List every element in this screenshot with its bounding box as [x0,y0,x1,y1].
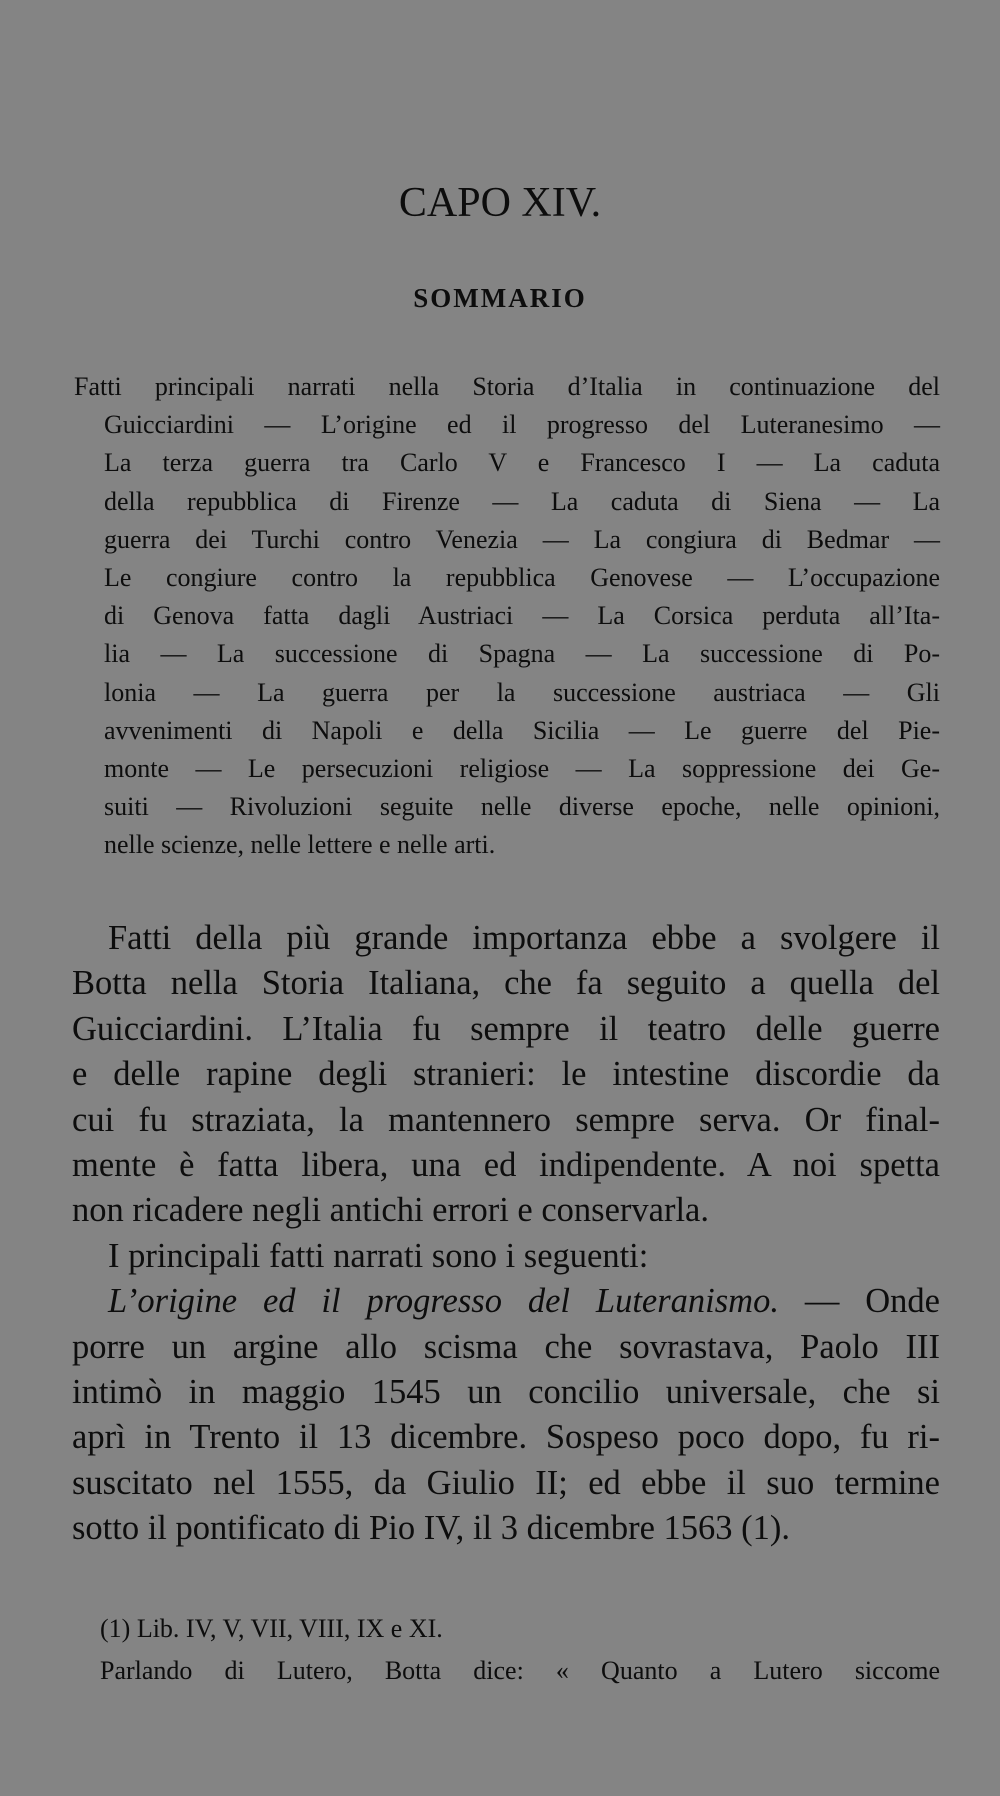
body-line: aprì in Trento il 13 dicembre. Sospeso poco dopo, fu ri- [72,1418,940,1457]
body-line: sotto il pontificato di Pio IV, il 3 dicembre 1563 (1). [72,1509,791,1548]
body-line: cui fu straziata, la mantennero sempre serva. Or final- [72,1100,940,1139]
summary-line: La terza guerra tra Carlo V e Francesco I — La caduta [104,448,940,478]
summary-line: lia — La successione di Spagna — La successione di Po- [104,639,940,669]
summary-line: monte — Le persecuzioni religiose — La soppressione dei Ge- [104,754,940,784]
body-line: non ricadere negli antichi errori e conservarla. [72,1191,709,1230]
summary-paragraph [74,368,940,865]
summary-line: Le congiure contro la repubblica Genovese — L’occupazione [104,563,940,593]
body-line: mente è fatta libera, una ed indipendente. A noi spetta [72,1146,940,1185]
section-heading-tail: — Onde [778,1282,940,1321]
summary-line: della repubblica di Firenze — La caduta di Siena — La [104,486,940,516]
summary-line: di Genova fatta dagli Austriaci — La Corsica perduta all’Ita- [104,601,940,631]
body-line: Guicciardini. L’Italia fu sempre il teatro delle guerre [72,1009,940,1048]
summary-heading: SOMMARIO [413,283,587,313]
summary-line: avvenimenti di Napoli e della Sicilia — Le guerre del Pie- [104,715,940,745]
summary-line: Guicciardini — L’origine ed il progresso del Luteranesimo — [104,410,940,440]
body-line: e delle rapine degli stranieri: le intestine discordie da [72,1055,940,1094]
italic-section-heading: L’origine ed il progresso del Luteranismo. [108,1282,779,1321]
body-line: Fatti della più grande importanza ebbe a svolgere il [108,919,940,957]
body-line: suscitato nel 1555, da Giulio II; ed ebbe il suo termine [72,1463,940,1502]
summary-line: lonia — La guerra per la successione austriaca — Gli [104,677,940,707]
summary-line: guerra dei Turchi contro Venezia — La congiura di Bedmar — [104,524,940,554]
summary-line: suiti — Rivoluzioni seguite nelle diverse epoche, nelle opinioni, [104,792,940,822]
footnote-1: (1) Lib. IV, V, VII, VIII, IX e XI. [100,1614,443,1643]
body-line: I principali fatti narrati sono i seguenti: [108,1236,649,1275]
body-text [72,916,940,1552]
chapter-title: CAPO XIV. [398,180,602,226]
body-line: porre un argine allo scisma che sovrastava, Paolo III [72,1327,940,1366]
summary-line: Fatti principali narrati nella Storia d’Italia in continuazione del [74,372,940,401]
section-heading-line [72,1279,940,1324]
body-line: intimò in maggio 1545 un concilio universale, che si [72,1373,940,1412]
body-line: Botta nella Storia Italiana, che fa seguito a quella del [72,964,940,1003]
footnote-continuation: Parlando di Lutero, Botta dice: « Quanto a Lutero siccome [100,1656,940,1685]
summary-line: nelle scienze, nelle lettere e nelle arti. [104,830,496,860]
footnotes [100,1608,940,1692]
